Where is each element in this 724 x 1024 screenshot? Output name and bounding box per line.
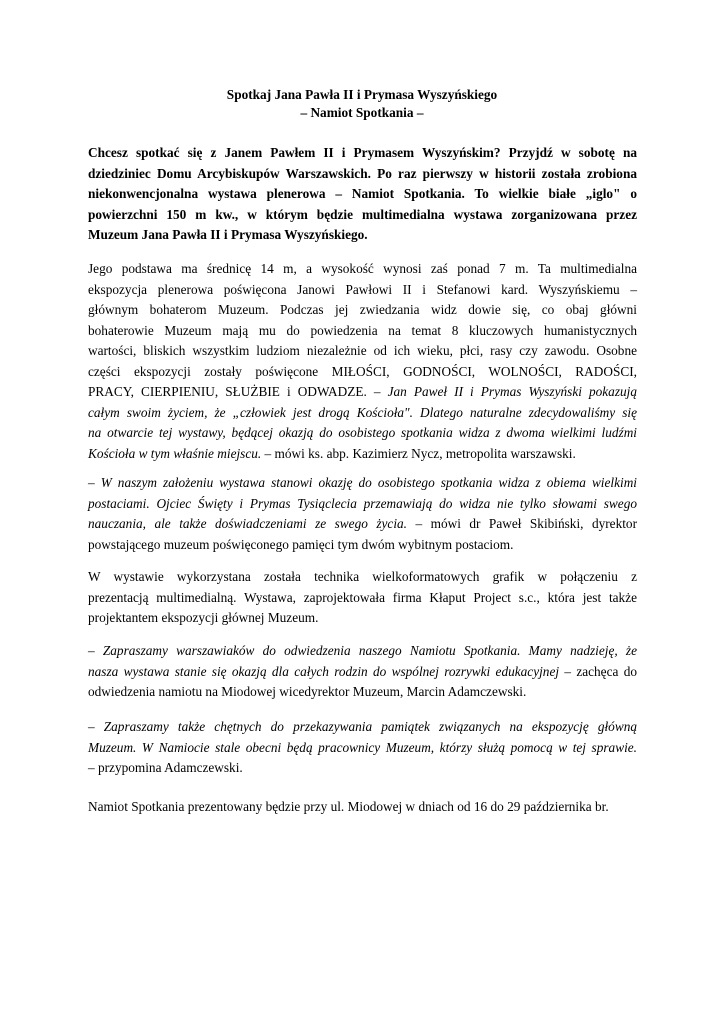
lead-line: powierzchni 150 m kw., w którym będzie multimedialna wystawa zorganizowana przez bbox=[88, 206, 637, 222]
paragraph-skibinski-quote bbox=[88, 473, 637, 555]
paragraph-line bbox=[88, 382, 637, 403]
quote-text: postaciami. Ojciec Święty i Prymas Tysiąclecia przemawiają do widza nie tylko słowami swego bbox=[88, 495, 637, 511]
paragraph-line bbox=[88, 473, 637, 494]
document-subtitle: – Namiot Spotkania – bbox=[300, 105, 424, 120]
document-title: Spotkaj Jana Pawła II i Prymasa Wyszyńskiego bbox=[226, 87, 498, 102]
paragraph-line bbox=[88, 423, 637, 444]
quote-text: – Zapraszamy także chętnych do przekazywania pamiątek związanych na ekspozycję główną bbox=[88, 719, 637, 734]
paragraph-line: ekspozycja plenerowa poświęcona Janowi Pawłowi II i Stefanowi kard. Wyszyńskiemu – bbox=[88, 281, 637, 297]
paragraph-line: prezentacją multimedialną. Wystawa, zaprojektowała firma Kłaput Project s.c., która jest także bbox=[88, 589, 637, 605]
quote-text: Kościoła w tym właśnie miejscu. bbox=[88, 445, 262, 461]
dash: – bbox=[88, 475, 101, 490]
paragraph-line bbox=[88, 444, 637, 465]
paragraph-line: powstającego muzeum poświęconego pamięci tym dwóm wybitnym postaciom. bbox=[88, 536, 514, 552]
quote-text: nasza wystawa stanie się okazją dla całych rodzin do wspólnej rozrywki edukacyjnej bbox=[88, 663, 560, 679]
paragraph-line: Jego podstawa ma średnicę 14 m, a wysokość wynosi zaś ponad 7 m. Ta multimedialna bbox=[88, 261, 637, 276]
quote-text: Jan Paweł II i Prymas Wyszyński pokazują bbox=[387, 384, 637, 399]
paragraph-invitation bbox=[88, 641, 637, 703]
paragraph-line: bohaterowie Muzeum mają mu do powiedzenia na temat 8 kluczowych humanistycznych bbox=[88, 322, 637, 338]
paragraph-description bbox=[88, 259, 637, 464]
lead-line: dziedziniec Domu Arcybiskupów Warszawskich. Po raz pierwszy w historii została zrobiona bbox=[88, 165, 637, 181]
dash: – bbox=[88, 643, 103, 658]
attribution-text: – mówi dr Paweł Skibiński, dyrektor bbox=[407, 516, 637, 531]
paragraph-line: części ekspozycji zostały poświęcone MIŁOŚCI, GODNOŚCI, WOLNOŚCI, RADOŚCI, bbox=[88, 363, 637, 379]
paragraph-line: głównym bohaterom Muzeum. Podczas jej zwiedzania widz dowie się, co obaj główni bbox=[88, 302, 637, 317]
paragraph-line: W wystawie wykorzystana została technika wielkoformatowych grafik w połączeniu z bbox=[88, 569, 637, 584]
quote-text: Zapraszamy warszawiaków do odwiedzenia naszego Namiotu Spotkania. Mamy nadzieję, że bbox=[102, 643, 637, 658]
lead-line: Muzeum Jana Pawła II i Prymasa Wyszyńskiego. bbox=[88, 227, 368, 242]
quote-text: W naszym założeniu wystawa stanowi okazję do osobistego spotkania widza z obiema wielkimi bbox=[100, 475, 637, 490]
paragraph-line: wartości, bliskich wszystkim ludziom niezależnie od ich wieku, płci, rasy czy zawodu. Osobne bbox=[88, 343, 637, 358]
lead-line: Chcesz spotkać się z Janem Pawłem II i Prymasem Wyszyńskim? Przyjdź w sobotę na bbox=[88, 145, 637, 160]
quote-text: Muzeum. W Namiocie stale obecni będą pracownicy Muzeum, którzy służą pomocą w tej sprawie. bbox=[88, 739, 637, 755]
paragraph-souvenirs bbox=[88, 717, 637, 779]
paragraph-line bbox=[88, 717, 637, 738]
quote-text: na otwarcie tej wystawy, będącej okazją do osobistego spotkania widza z dwoma wielkimi ludźmi bbox=[88, 425, 637, 440]
paragraph-line: projektantem ekspozycji głównej Muzeum. bbox=[88, 610, 319, 625]
attribution-text: – zachęca do bbox=[559, 663, 637, 679]
paragraph-line: odwiedzenia namiotu na Miodowej wicedyrektor Muzeum, Marcin Adamczewski. bbox=[88, 684, 527, 699]
paragraph-line bbox=[88, 403, 637, 424]
lead-line: niekonwencjonalna wystawa plenerowa – Namiot Spotkania. To wielkie białe „iglo" o bbox=[88, 186, 637, 201]
paragraph-line bbox=[88, 662, 637, 683]
paragraph-line: – przypomina Adamczewski. bbox=[88, 760, 243, 775]
paragraph-line bbox=[88, 641, 637, 662]
paragraph-dates bbox=[88, 797, 637, 818]
paragraph-technique bbox=[88, 567, 637, 629]
paragraph-line bbox=[88, 514, 637, 535]
lead-paragraph bbox=[88, 143, 637, 246]
line-text: PRACY, CIERPIENIU, SŁUŻBIE i ODWADZE. – bbox=[88, 384, 388, 399]
paragraph-line bbox=[88, 494, 637, 515]
paragraph-line: Namiot Spotkania prezentowany będzie przy ul. Miodowej w dniach od 16 do 29 października br. bbox=[88, 799, 609, 814]
attribution-text: – mówi ks. abp. Kazimierz Nycz, metropolita warszawski. bbox=[261, 445, 576, 461]
quote-text: całym swoim życiem, że „człowiek jest drogą Kościoła". Dlatego naturalne zdecydowaliśmy się bbox=[88, 404, 637, 420]
paragraph-line bbox=[88, 738, 637, 759]
quote-text: nauczania, ale także doświadczeniami ze swego życia. bbox=[88, 516, 407, 531]
